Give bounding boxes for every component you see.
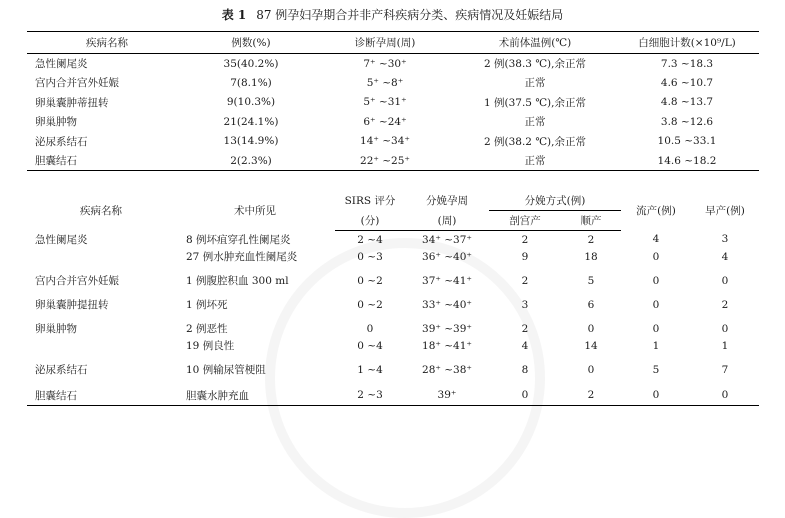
row-abortion: 1 (652, 339, 660, 352)
table-row (27, 132, 759, 152)
header-delivery-mode: 分娩方式(例) (489, 191, 621, 211)
row-finding: 19 例良性 (186, 340, 235, 352)
row-preterm: 4 (721, 250, 729, 263)
row-preop-temperature: 正常 (524, 77, 546, 90)
row-vaginal: 2 (587, 233, 595, 246)
row-disease: 卵巢囊肿提扭转 (35, 299, 109, 311)
header-sirs-score: SIRS 评分 (344, 195, 396, 208)
table-caption: 87 例孕妇孕期合并非产科疾病分类、疾病情况及妊娠结局 (256, 8, 564, 22)
row-week: 36⁺ ~40⁺ (422, 250, 472, 263)
row-cesarean: 2 (521, 233, 529, 246)
row-case-count: 9(10.3%) (226, 96, 276, 109)
row-preterm: 1 (721, 339, 729, 352)
row-wbc-count: 14.6 ~18.2 (615, 151, 759, 171)
row-preop-temperature: 正常 (524, 116, 546, 129)
header-delivery-week: 分娩孕周 (426, 195, 468, 208)
row-wbc-count: 10.5 ~33.1 (657, 135, 717, 148)
row-finding: 8 例坏疽穿孔性阑尾炎 (186, 233, 291, 246)
row-week: 37⁺ ~41⁺ (422, 274, 472, 287)
row-preterm: 0 (721, 322, 729, 335)
row-disease-name: 卵巢囊肿蒂扭转 (35, 96, 109, 109)
table-row (27, 248, 759, 265)
row-vaginal: 18 (584, 250, 598, 263)
row-vaginal: 0 (587, 363, 595, 376)
row-finding: 2 例恶性 (186, 323, 228, 335)
row-sirs: 0 (366, 322, 374, 335)
row-abortion: 0 (652, 298, 660, 311)
row-wbc-count: 4.6 ~10.7 (660, 76, 714, 89)
row-cesarean: 2 (521, 274, 529, 287)
row-cesarean: 4 (521, 339, 529, 352)
row-diagnosis-week: 14⁺ ~34⁺ (360, 135, 410, 148)
row-week: 18⁺ ~41⁺ (422, 339, 472, 352)
row-week: 39⁺ (405, 378, 489, 406)
row-sirs: 0 ~4 (357, 339, 383, 352)
row-preterm: 3 (721, 233, 729, 246)
row-diagnosis-week: 22⁺ ~25⁺ (315, 151, 455, 171)
row-case-count: 7(8.1%) (230, 76, 272, 89)
row-disease: 泌尿系结石 (35, 364, 88, 376)
row-case-count: 13(14.9%) (223, 135, 279, 148)
row-disease-name: 宫内合并宫外妊娠 (35, 77, 119, 90)
header-diagnosis-week: 诊断孕周(周) (315, 32, 455, 54)
row-disease-name: 急性阑尾炎 (35, 58, 88, 70)
table-row (27, 93, 759, 113)
header-wbc-count: 白细胞计数(×10⁹/L) (615, 32, 759, 54)
table-row (27, 265, 759, 289)
row-week: 33⁺ ~40⁺ (422, 298, 472, 311)
table-row (27, 73, 759, 93)
row-abortion: 0 (652, 250, 660, 263)
row-vaginal: 6 (587, 298, 595, 311)
row-case-count: 2(2.3%) (187, 151, 315, 171)
header-abortion: 流产(例) (636, 205, 676, 218)
row-cesarean: 3 (521, 298, 529, 311)
table2-header-row-1 (27, 191, 759, 211)
row-sirs: 2 ~3 (335, 378, 405, 406)
row-abortion: 5 (652, 363, 660, 376)
header-cesarean: 剖宫产 (489, 211, 561, 231)
row-cesarean: 8 (521, 363, 529, 376)
header-sirs-unit: (分) (335, 211, 405, 231)
table-title (0, 6, 785, 23)
row-vaginal: 2 (561, 378, 621, 406)
row-disease (27, 337, 175, 354)
row-diagnosis-week: 7⁺ ~30⁺ (363, 57, 407, 70)
row-preterm: 0 (691, 378, 759, 406)
row-disease-name: 泌尿系结石 (35, 135, 88, 148)
row-wbc-count: 7.3 ~18.3 (660, 57, 714, 70)
table-row (27, 378, 759, 406)
row-preop-temperature: 2 例(38.2 ℃),余正常 (483, 135, 586, 148)
table-row (27, 289, 759, 313)
row-week: 39⁺ ~39⁺ (422, 322, 472, 335)
row-disease: 卵巢肿物 (35, 323, 77, 335)
row-cesarean: 2 (521, 322, 529, 335)
row-sirs: 0 ~3 (357, 250, 383, 263)
row-finding: 胆囊水肿充血 (175, 378, 335, 406)
row-finding: 1 例腹腔积血 300 ml (186, 275, 289, 287)
table-pregnancy-outcome (27, 191, 759, 406)
row-sirs: 0 ~2 (357, 298, 383, 311)
row-vaginal: 5 (587, 274, 595, 287)
header-disease-name: 疾病名称 (80, 205, 122, 218)
row-diagnosis-week: 5⁺ ~8⁺ (366, 76, 404, 89)
row-sirs: 2 ~4 (357, 233, 383, 246)
header-case-count: 例数(%) (187, 32, 315, 54)
table-disease-classification (27, 31, 759, 171)
table-number: 表 1 (221, 8, 247, 22)
row-sirs: 1 ~4 (357, 363, 383, 376)
row-preop-temperature: 2 例(38.3 ℃),余正常 (483, 58, 586, 70)
row-diagnosis-week: 5⁺ ~31⁺ (363, 96, 407, 109)
table-row (27, 151, 759, 171)
header-week-unit: (周) (405, 211, 489, 231)
header-intraop-findings: 术中所见 (234, 205, 276, 218)
row-disease: 宫内合并宫外妊娠 (35, 275, 119, 287)
table1-header-row (27, 32, 759, 54)
table-row (27, 54, 759, 74)
header-preop-temperature: 术前体温例(℃) (455, 32, 615, 54)
row-cesarean: 0 (489, 378, 561, 406)
row-preterm: 2 (721, 298, 729, 311)
row-sirs: 0 ~2 (357, 274, 383, 287)
row-disease: 胆囊结石 (27, 378, 175, 406)
row-case-count: 21(24.1%) (223, 115, 279, 128)
table-row (27, 313, 759, 337)
header-vaginal: 顺产 (561, 211, 621, 231)
row-disease (27, 248, 175, 265)
row-preop-temperature: 1 例(37.5 ℃),余正常 (483, 96, 586, 109)
header-preterm: 早产(例) (705, 205, 745, 218)
row-preterm: 0 (721, 274, 729, 287)
row-finding: 1 例坏死 (186, 299, 228, 311)
table-row (27, 112, 759, 132)
row-diagnosis-week: 6⁺ ~24⁺ (363, 115, 407, 128)
row-abortion: 0 (652, 322, 660, 335)
header-disease-name: 疾病名称 (27, 32, 187, 54)
row-disease-name: 卵巢肿物 (35, 116, 77, 129)
row-wbc-count: 3.8 ~12.6 (660, 115, 714, 128)
row-vaginal: 14 (584, 339, 598, 352)
row-abortion: 4 (652, 233, 660, 246)
row-preterm: 7 (721, 363, 729, 376)
table-row (27, 354, 759, 378)
row-vaginal: 0 (587, 322, 595, 335)
row-wbc-count: 4.8 ~13.7 (660, 96, 714, 109)
row-case-count: 35(40.2%) (223, 57, 279, 70)
row-abortion: 0 (652, 274, 660, 287)
row-cesarean: 9 (521, 250, 529, 263)
table-row (27, 337, 759, 354)
row-week: 28⁺ ~38⁺ (422, 363, 472, 376)
row-finding: 27 例水肿充血性阑尾炎 (186, 251, 298, 263)
row-finding: 10 例输尿管梗阻 (186, 364, 266, 376)
row-disease: 急性阑尾炎 (35, 233, 88, 246)
row-disease-name: 胆囊结石 (27, 151, 187, 171)
row-preop-temperature: 正常 (455, 151, 615, 171)
row-abortion: 0 (621, 378, 691, 406)
row-week: 34⁺ ~37⁺ (422, 233, 472, 246)
table-row (27, 231, 759, 249)
